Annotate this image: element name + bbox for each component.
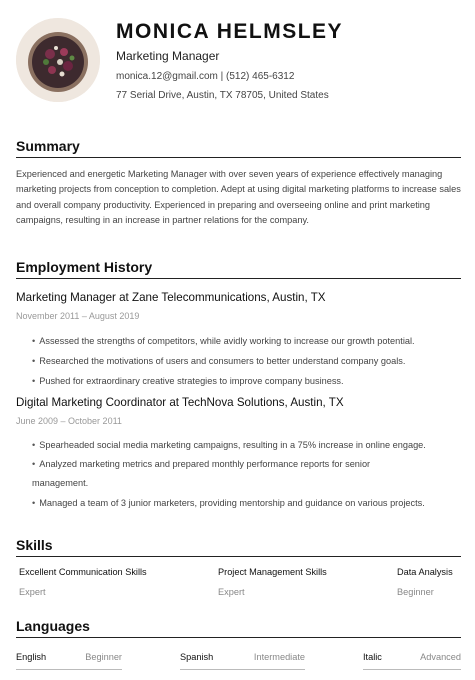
- resume-header: [16, 18, 466, 108]
- languages-heading: Languages: [16, 618, 461, 638]
- list-item: • Assessed the strengths of competitors, while avidly working to increase our growth potential.: [32, 331, 462, 351]
- summary-text: Experienced and energetic Marketing Manager with over seven years of experience effectively managing marketing projects from conception to completion. Adept at using digital marketing platforms to increase sales and overall company productivity. Experienced in preparing and overseeing online and print marketing campaigns, resulting in an increase in partner relations for the company.: [16, 169, 461, 225]
- summary-heading: Summary: [16, 138, 461, 158]
- language-level: Intermediate: [253, 652, 305, 662]
- skill-level: Expert: [19, 587, 46, 597]
- contact-info: monica.12@gmail.com | (512) 465-6312: [116, 71, 295, 82]
- language-level: Advanced: [420, 652, 461, 662]
- skill-item: [19, 567, 147, 597]
- language-level: Beginner: [85, 652, 122, 662]
- skill-item: [218, 567, 327, 597]
- food-bowl-photo-icon: [16, 18, 100, 102]
- skill-name: Excellent Communication Skills: [19, 567, 147, 577]
- employment-heading: Employment History: [16, 259, 461, 279]
- skill-level: Expert: [218, 587, 245, 597]
- address: 77 Serial Drive, Austin, TX 78705, United States: [116, 90, 329, 101]
- language-item: [363, 652, 461, 670]
- language-name: English: [16, 652, 47, 662]
- job-role: Marketing Manager at Zane Telecommunications, Austin, TX: [16, 291, 326, 304]
- skills-heading: Skills: [16, 537, 461, 557]
- job-bullets: [32, 435, 462, 513]
- list-item: • Spearheaded social media marketing campaigns, resulting in a 75% increase in online engage.: [32, 435, 462, 455]
- language-item: [16, 652, 122, 670]
- list-item: • Analyzed marketing metrics and prepared monthly performance reports for senior management.: [32, 455, 392, 493]
- skill-name: Project Management Skills: [218, 567, 327, 577]
- candidate-title: Marketing Manager: [116, 49, 220, 63]
- language-name: Italic: [363, 652, 382, 662]
- list-item: • Pushed for extraordinary creative strategies to improve company business.: [32, 371, 462, 391]
- profile-photo: [16, 18, 100, 102]
- language-item: [180, 652, 305, 670]
- job-bullets: [32, 331, 462, 391]
- job-dates: November 2011 – August 2019: [16, 311, 140, 321]
- job-role: Digital Marketing Coordinator at TechNova Solutions, Austin, TX: [16, 396, 344, 409]
- list-item: • Managed a team of 3 junior marketers, providing mentorship and guidance on various projects.: [32, 493, 462, 513]
- job-dates: June 2009 – October 2011: [16, 416, 122, 426]
- language-name: Spanish: [180, 652, 214, 662]
- skill-level: Beginner: [397, 587, 434, 597]
- skill-item: [397, 567, 453, 597]
- skill-name: Data Analysis: [397, 567, 453, 577]
- candidate-name: MONICA HELMSLEY: [116, 20, 344, 43]
- list-item: • Researched the motivations of users and consumers to better understand company goals.: [32, 351, 462, 371]
